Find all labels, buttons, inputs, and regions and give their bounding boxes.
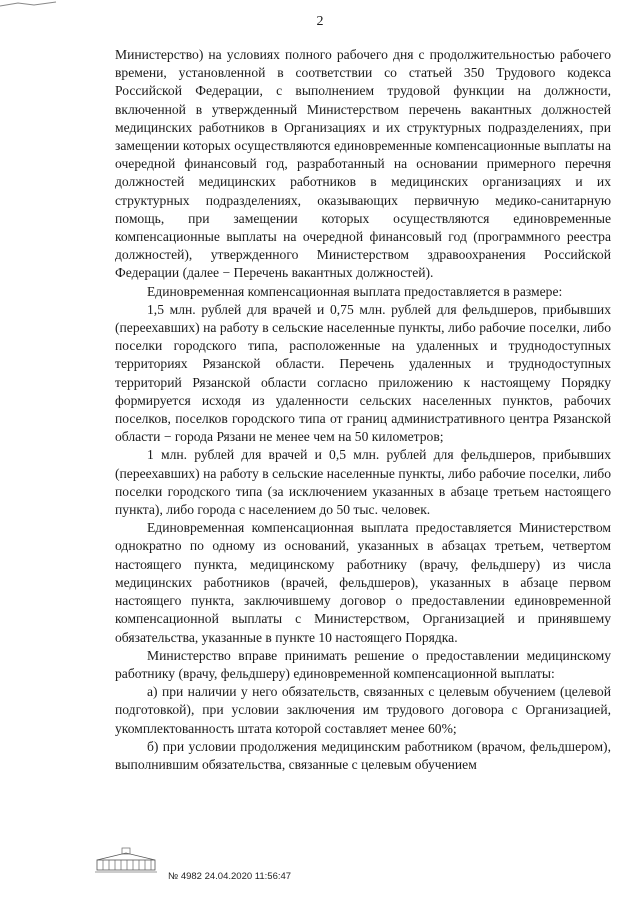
paragraph: б) при условии продолжения медицинским работником (врачом, фельдшером), выполнившим обязательства, связанные с целевым обучением [115,738,611,772]
document-registration-number: № 4982 24.04.2020 11:56:47 [168,871,292,882]
page-number: 2 [316,14,324,29]
paragraph: а) при наличии у него обязательств, связанных с целевым обучением (целевой подготовкой), при условии заключения им трудового договора с Организацией, укомплектованность штата которой составляет менее 60%; [115,684,611,736]
document-body [115,46,611,774]
paragraph: Министерство вправе принимать решение о предоставлении медицинскому работнику (врачу, фельдшеру) единовременной компенсационной выплаты: [115,647,611,681]
paragraph: Министерство) на условиях полного рабочего дня с продолжительностью рабочего времени, установленной в соответствии со статьей 350 Трудового кодекса Российской Федерации, с выполнением трудовой функции на должности, включенной в утвержденный Министерством перечень вакантных должностей медицинских работников в Организациях и их структурных подразделениях, при замещении которых осуществляются единовременные компенсационные выплаты на очередной финансовый год, разработанный на основании примерного перечня должностей медицинских работников в медицинских организациях и их структурных подразделениях, оказывающих первичную медико-санитарную помощь, при замещении которых осуществляются единовременные компенсационные выплаты на очередной финансовый год (программного реестра должностей), утвержденного Министерством здравоохранения Российской Федерации (далее − Перечень вакантных должностей). [115,47,611,281]
paragraph: 1,5 млн. рублей для врачей и 0,75 млн. рублей для фельдшеров, прибывших (переехавших) на работу в сельские населенные пункты, либо рабочие поселки, либо поселки городского типа, расположенные на удаленных и труднодоступных территориях Рязанской области. Перечень удаленных и труднодоступных территорий Рязанской области согласно приложению к настоящему Порядку формируется исходя из удаленности сельских населенных пунктов, рабочих поселков, поселков городского типа от границ административного центра Рязанской области − города Рязани не менее чем на 50 километров; [115,301,611,445]
paragraph: Единовременная компенсационная выплата предоставляется в размере: [147,283,563,299]
paragraph: Единовременная компенсационная выплата предоставляется Министерством однократно по одному из оснований, указанных в абзацах третьем, четвертом настоящего пункта, медицинскому работнику (врачу, фельдшеру) из числа медицинских работников (врачей, фельдшеров), указанных в абзаце первом настоящего пункта, заключившему договор о предоставлении единовременной компенсационной выплаты с Министерством, Организацией и принявшему обязательства, указанные в пункте 10 настоящего Порядка. [115,520,611,645]
scan-corner-mark [0,0,60,10]
building-stamp-icon [95,846,157,874]
paragraph: 1 млн. рублей для врачей и 0,5 млн. рублей для фельдшеров, прибывших (переехавших) на работу в сельские населенные пункты, либо рабочие поселки, либо поселки городского типа (за исключением указанных в абзаце третьем настоящего пункта), либо города с населением до 50 тыс. человек. [115,447,611,518]
